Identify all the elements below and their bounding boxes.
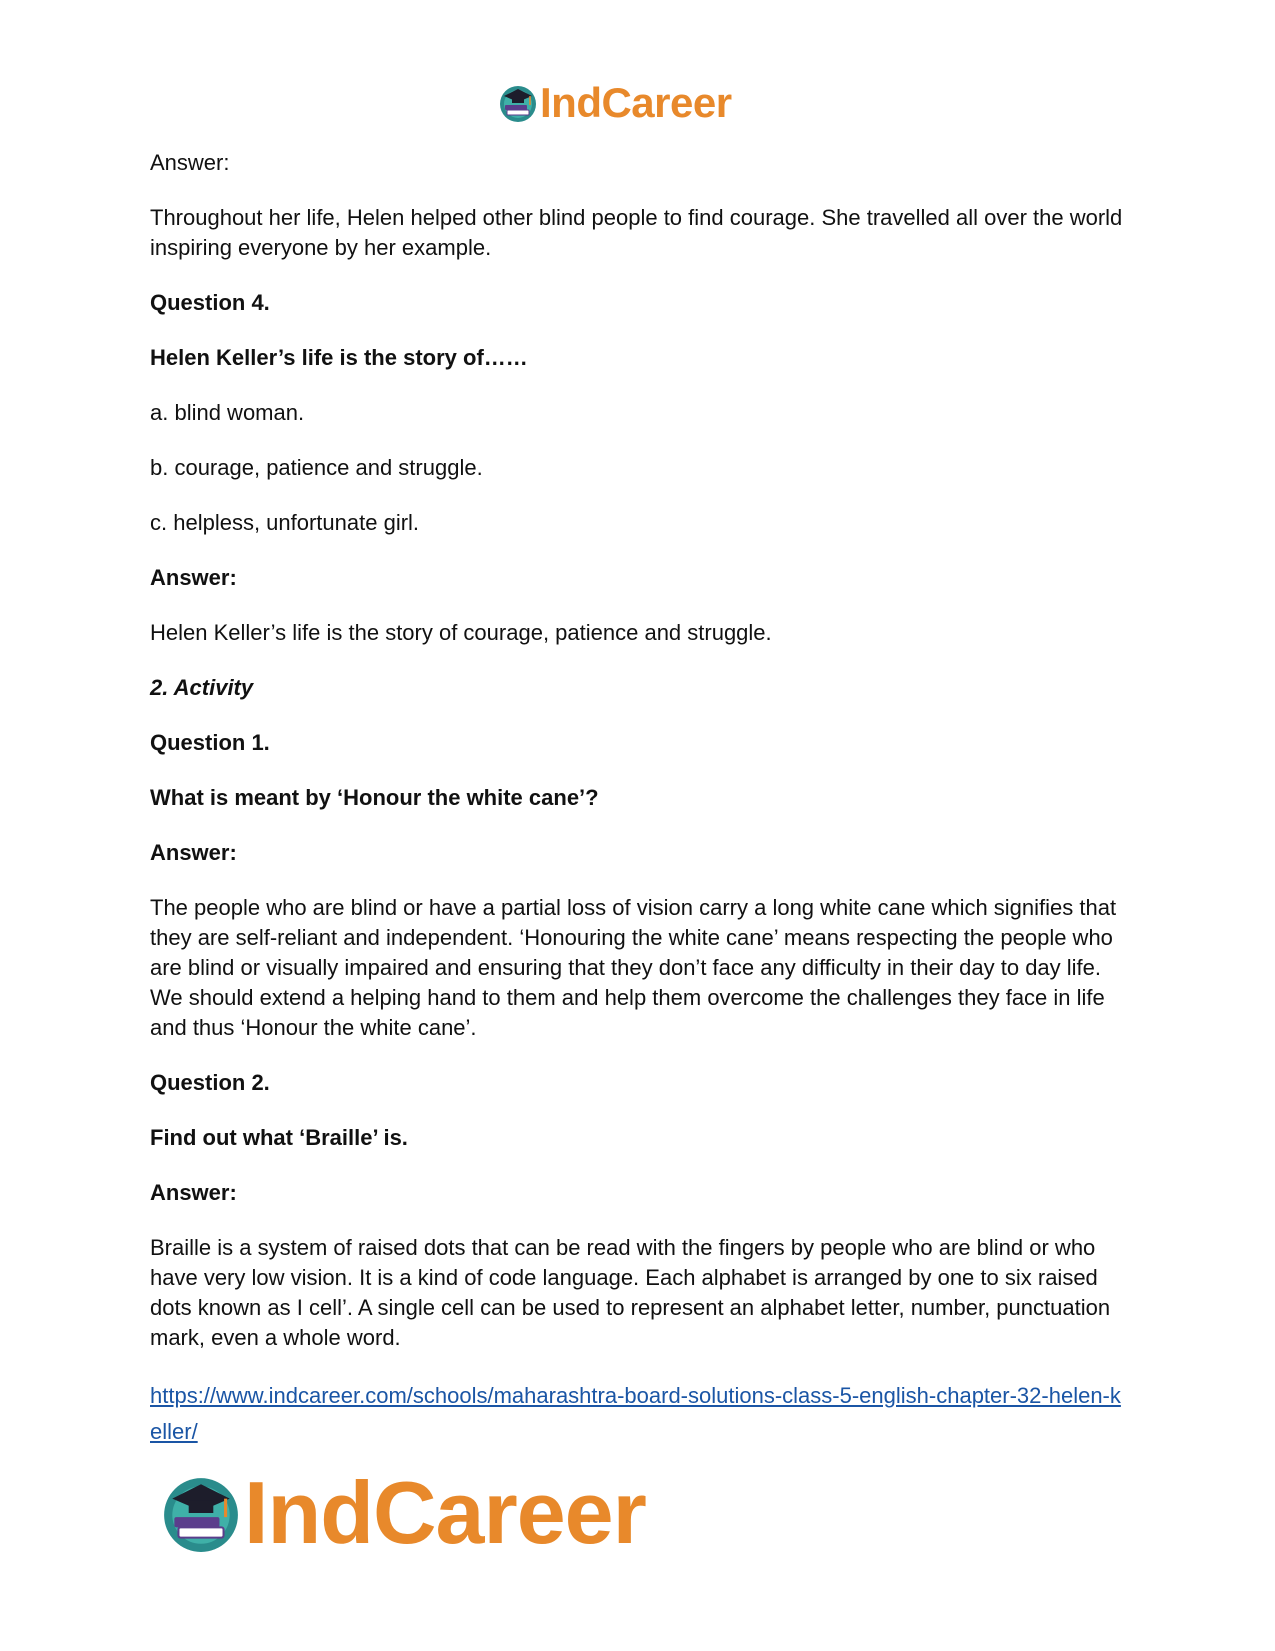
brand-wordmark: IndCareer	[244, 1463, 646, 1562]
answer-text: The people who are blind or have a partial loss of vision carry a long white cane which signifies that they are self-reliant and independent. ‘Honouring the white cane’ means respecting the people who are blind or visually impaired and ensuring that they don’t face any difficulty in their day to day life. We should extend a helping hand to them and help them overcome the challenges they face in life and thus ‘Honour the white cane’.	[150, 895, 1117, 1040]
header-logo	[498, 80, 732, 126]
question-text: Helen Keller’s life is the story of……	[150, 345, 528, 370]
question-text: What is meant by ‘Honour the white cane’?	[150, 785, 599, 810]
option-b: b. courage, patience and struggle.	[150, 455, 483, 480]
question-text: Find out what ‘Braille’ is.	[150, 1125, 408, 1150]
option-c: c. helpless, unfortunate girl.	[150, 510, 420, 535]
answer-text: Helen Keller’s life is the story of courage, patience and struggle.	[150, 620, 772, 645]
footer-logo	[160, 1463, 646, 1562]
answer-label: Answer:	[150, 1180, 237, 1205]
source-link[interactable]: https://www.indcareer.com/schools/maharashtra-board-solutions-class-5-english-chapter-32-helen-keller/	[150, 1383, 1121, 1444]
brand-wordmark: IndCareer	[540, 79, 732, 126]
answer-text: Braille is a system of raised dots that can be read with the fingers by people who are blind or who have very low vision. It is a kind of code language. Each alphabet is arranged by one to six raised dots known as I cell’. A single cell can be used to represent an alphabet letter, number, punctuation mark, even a whole word.	[150, 1235, 1111, 1350]
document-body	[150, 148, 1125, 1475]
question-number: Question 2.	[150, 1070, 270, 1095]
graduation-globe-icon	[498, 83, 538, 123]
answer-label: Answer:	[150, 150, 230, 175]
question-number: Question 4.	[150, 290, 270, 315]
graduation-globe-icon	[160, 1472, 242, 1554]
option-a: a. blind woman.	[150, 400, 305, 425]
question-number: Question 1.	[150, 730, 270, 755]
answer-label: Answer:	[150, 840, 237, 865]
answer-text: Throughout her life, Helen helped other blind people to find courage. She travelled all over the world inspiring everyone by her example.	[150, 205, 1123, 260]
answer-label: Answer:	[150, 565, 237, 590]
section-heading: 2. Activity	[150, 675, 254, 700]
